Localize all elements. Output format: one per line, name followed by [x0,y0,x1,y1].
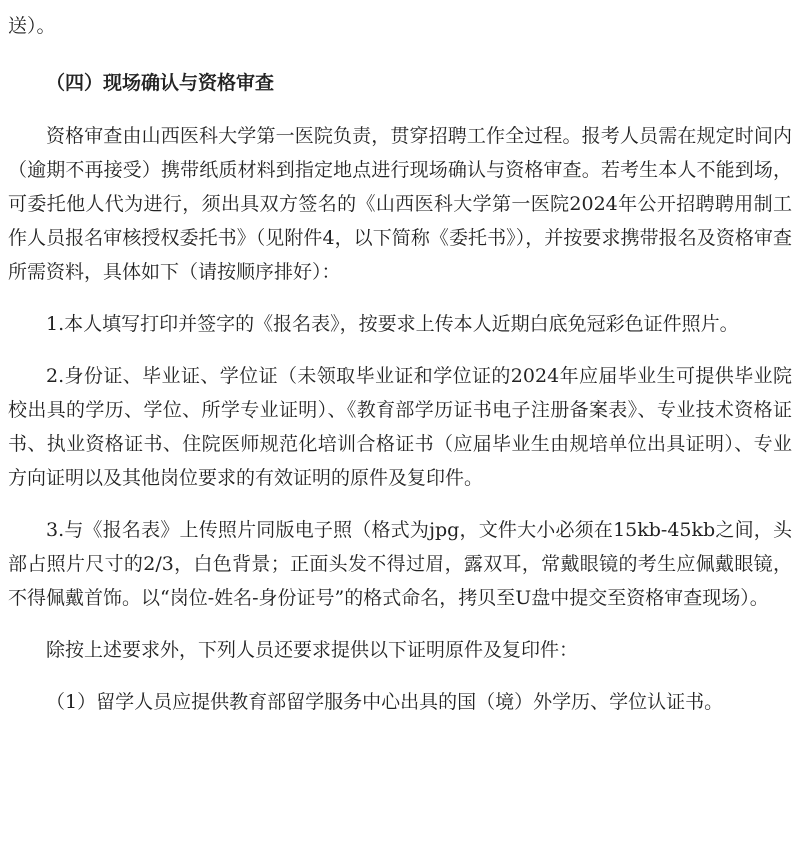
paragraph-overseas-students: （1）留学人员应提供教育部留学服务中心出具的国（境）外学历、学位认证书。 [46,691,724,713]
paragraph-item-1: 1.本人填写打印并签字的《报名表》，按要求上传本人近期白底免冠彩色证件照片。 [46,313,739,335]
paragraph-item-3: 3.与《报名表》上传照片同版电子照（格式为jpg，文件大小必须在15kb-45kb之间，头部占照片尺寸的2/3，白色背景；正面头发不得过眉，露双耳，常戴眼镜的考生应佩戴眼镜，不得佩戴首饰。以“岗位-姓名-身份证号”的格式命名，拷贝至U盘中提交至资格审查现场）。 [8,519,792,609]
paragraph-qualification-review: 资格审查由山西医科大学第一医院负责，贯穿招聘工作全过程。报考人员需在规定时间内（逾期不再接受）携带纸质材料到指定地点进行现场确认与资格审查。若考生本人不能到场，可委托他人代为进行，须出具双方签名的《山西医科大学第一医院2024年公开招聘聘用制工作人员报名审核授权委托书》（见附件4，以下简称《委托书》），并按要求携带报名及资格审查所需资料，具体如下（请按顺序排好）： [8,125,792,283]
paragraph-additional-requirements: 除按上述要求外，下列人员还要求提供以下证明原件及复印件： [46,639,579,661]
paragraph-item-2: 2.身份证、毕业证、学位证（未领取毕业证和学位证的2024年应届毕业生可提供毕业院校出具的学历、学位、所学专业证明）、《教育部学历证书电子注册备案表》、专业技术资格证书、执业资格证书、住院医师规范化培训合格证书（应届毕业生由规培单位出具证明）、专业方向证明以及其他岗位要求的有效证明的原件及复印件。 [8,365,792,489]
section-heading: （四）现场确认与资格审查 [46,72,275,94]
lead-line: 送）。 [8,15,56,37]
document-body [8,0,792,719]
